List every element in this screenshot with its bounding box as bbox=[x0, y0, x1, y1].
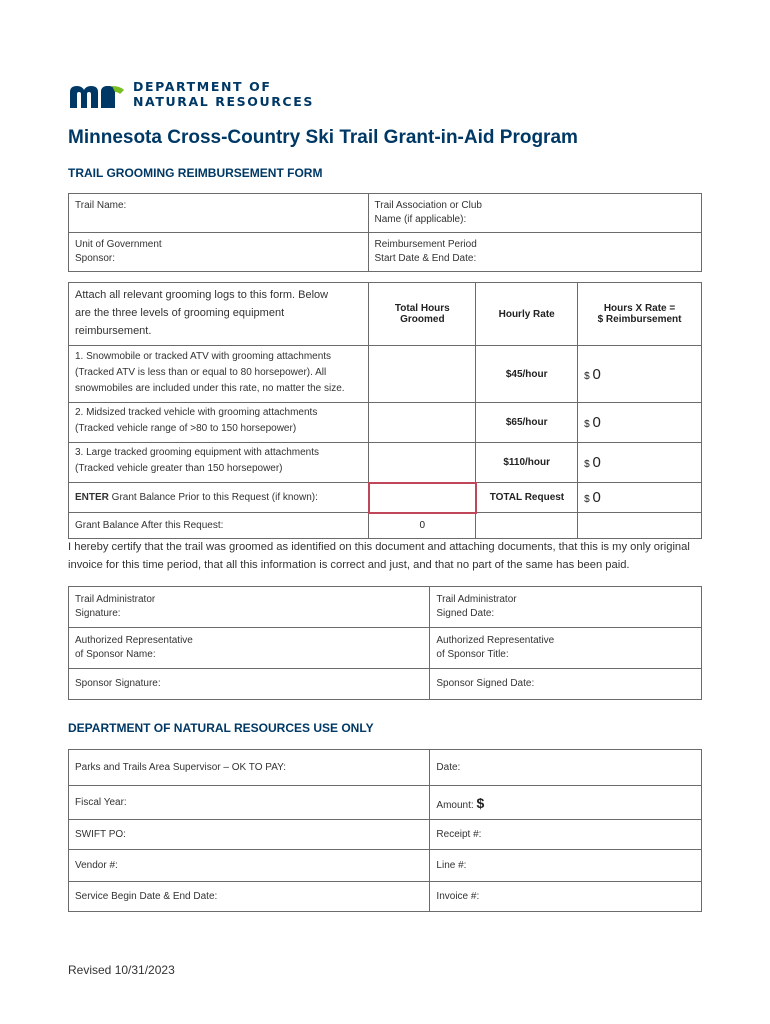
amount-value-2: 0 bbox=[592, 414, 601, 431]
rates-intro bbox=[69, 283, 369, 346]
table-row bbox=[69, 443, 702, 483]
rate-desc-1 bbox=[69, 346, 369, 403]
admin-date-field[interactable] bbox=[430, 587, 702, 628]
empty-cell bbox=[578, 513, 702, 539]
hours-input-3[interactable] bbox=[369, 443, 476, 483]
col-total-hours bbox=[369, 283, 476, 346]
swift-po-field[interactable]: SWIFT PO: bbox=[69, 820, 430, 850]
table-row bbox=[69, 403, 702, 443]
rate-desc-2-l2: (Tracked vehicle range of >80 to 150 horsepower) bbox=[75, 423, 297, 434]
rate-desc-2-l1: 2. Midsized tracked vehicle with grooming attachments bbox=[75, 407, 318, 418]
vendor-field[interactable]: Vendor #: bbox=[69, 850, 430, 882]
amount-1 bbox=[578, 346, 702, 403]
association-label-2: Name (if applicable): bbox=[374, 214, 467, 225]
unit-label-2: Sponsor: bbox=[75, 253, 116, 264]
form-subtitle: TRAIL GROOMING REIMBURSEMENT FORM bbox=[68, 166, 323, 180]
rep-name-field[interactable] bbox=[69, 628, 430, 669]
revision-date: Revised 10/31/2023 bbox=[68, 963, 175, 977]
date-field[interactable]: Date: bbox=[430, 750, 702, 786]
rep-title-l2: of Sponsor Title: bbox=[436, 649, 509, 660]
rep-title-l1: Authorized Representative bbox=[436, 635, 555, 646]
invoice-field[interactable]: Invoice #: bbox=[430, 882, 702, 912]
amount-currency: $ bbox=[476, 794, 485, 811]
rate-desc-3 bbox=[69, 443, 369, 483]
rate-desc-3-l2: (Tracked vehicle greater than 150 horsepower) bbox=[75, 463, 283, 474]
table-row bbox=[69, 346, 702, 403]
amount-value-3: 0 bbox=[592, 454, 601, 471]
supervisor-field[interactable]: Parks and Trails Area Supervisor – OK TO PAY: bbox=[69, 750, 430, 786]
rep-title-field[interactable] bbox=[430, 628, 702, 669]
sponsor-sig-label: Sponsor Signature: bbox=[75, 678, 161, 689]
amount-3 bbox=[578, 443, 702, 483]
prior-balance-input[interactable] bbox=[369, 483, 476, 513]
rate-value-1: $45/hour bbox=[476, 346, 578, 403]
admin-date-l2: Signed Date: bbox=[436, 608, 495, 619]
currency-1: $ bbox=[584, 370, 590, 382]
admin-sig-l2: Signature: bbox=[75, 608, 121, 619]
unit-label-1: Unit of Government bbox=[75, 239, 162, 250]
dnr-use-table bbox=[68, 749, 702, 912]
balance-after-label bbox=[69, 513, 369, 539]
rate-value-3: $110/hour bbox=[476, 443, 578, 483]
org-name-line2: NATURAL RESOURCES bbox=[133, 93, 314, 109]
hours-input-2[interactable] bbox=[369, 403, 476, 443]
prior-balance-label bbox=[69, 483, 369, 513]
admin-signature-field[interactable] bbox=[69, 587, 430, 628]
intro-line-1: Attach all relevant grooming logs to this form. Below bbox=[75, 289, 329, 301]
service-dates-field[interactable]: Service Begin Date & End Date: bbox=[69, 882, 430, 912]
total-currency: $ bbox=[584, 494, 590, 505]
enter-rest: Grant Balance Prior to this Request (if known): bbox=[108, 491, 318, 503]
trail-name-field[interactable] bbox=[69, 194, 369, 233]
association-field[interactable] bbox=[368, 194, 701, 233]
intro-line-3: reimbursement. bbox=[75, 325, 152, 337]
rep-name-l2: of Sponsor Name: bbox=[75, 649, 156, 660]
col-total-line-1: Hours X Rate = bbox=[603, 303, 676, 314]
reimbursement-period-field[interactable] bbox=[368, 233, 701, 272]
line-field[interactable]: Line #: bbox=[430, 850, 702, 882]
amount-2 bbox=[578, 403, 702, 443]
col-hours-line-2: Groomed bbox=[400, 314, 445, 325]
admin-date-l1: Trail Administrator bbox=[436, 594, 517, 605]
amount-label: Amount: bbox=[436, 799, 474, 811]
period-label-1: Reimbursement Period bbox=[374, 239, 477, 250]
period-label-2: Start Date & End Date: bbox=[374, 253, 477, 264]
amount-value-1: 0 bbox=[592, 365, 601, 383]
association-label-1: Trail Association or Club bbox=[374, 200, 482, 211]
empty-cell bbox=[476, 513, 578, 539]
balance-after-text: Grant Balance After this Request: bbox=[75, 519, 224, 531]
receipt-field[interactable]: Receipt #: bbox=[430, 820, 702, 850]
rate-desc-1-l1: 1. Snowmobile or tracked ATV with grooming attachments bbox=[75, 351, 332, 362]
currency-2: $ bbox=[584, 419, 590, 430]
org-name-line1: DEPARTMENT OF bbox=[133, 79, 272, 94]
unit-sponsor-field[interactable] bbox=[69, 233, 369, 272]
dnr-section-title: DEPARTMENT OF NATURAL RESOURCES USE ONLY bbox=[68, 721, 374, 735]
certification-statement: I hereby certify that the trail was groomed as identified on this document and attaching documents, that this is my only original invoice for this time period, that all this information is correct and just, and that no part of the same has been paid. bbox=[68, 541, 690, 571]
enter-bold: ENTER bbox=[75, 491, 109, 503]
col-reimbursement bbox=[578, 283, 702, 346]
admin-sig-l1: Trail Administrator bbox=[75, 594, 156, 605]
balance-after-value: 0 bbox=[369, 513, 476, 539]
col-hours-line-1: Total Hours bbox=[394, 303, 450, 314]
trail-info-table bbox=[68, 193, 702, 272]
rate-desc-1-l3: snowmobiles are included under this rate, no matter the size. bbox=[75, 383, 345, 394]
rep-name-l1: Authorized Representative bbox=[75, 635, 193, 646]
total-request-amount bbox=[578, 483, 702, 513]
hours-input-1[interactable] bbox=[369, 346, 476, 403]
intro-line-2: are the three levels of grooming equipment bbox=[75, 307, 285, 319]
sponsor-date-label: Sponsor Signed Date: bbox=[436, 678, 535, 689]
amount-field[interactable] bbox=[430, 786, 702, 820]
trail-name-label: Trail Name: bbox=[75, 200, 127, 211]
signature-table bbox=[68, 586, 702, 700]
sponsor-date-field[interactable] bbox=[430, 669, 702, 700]
rate-desc-1-l2: (Tracked ATV is less than or equal to 80 horsepower). All bbox=[75, 367, 327, 378]
page-title: Minnesota Cross-Country Ski Trail Grant-in-Aid Program bbox=[68, 127, 578, 148]
sponsor-signature-field[interactable] bbox=[69, 669, 430, 700]
total-request-label: TOTAL Request bbox=[476, 483, 578, 513]
col-hourly-rate: Hourly Rate bbox=[476, 283, 578, 346]
rate-desc-2 bbox=[69, 403, 369, 443]
rate-desc-3-l1: 3. Large tracked grooming equipment with attachments bbox=[75, 447, 320, 458]
fiscal-year-field[interactable]: Fiscal Year: bbox=[69, 786, 430, 820]
rate-value-2: $65/hour bbox=[476, 403, 578, 443]
total-amount-value: 0 bbox=[592, 489, 601, 506]
org-name bbox=[133, 80, 314, 109]
currency-3: $ bbox=[584, 459, 590, 470]
col-total-line-2: $ Reimbursement bbox=[597, 314, 682, 325]
grooming-rates-table bbox=[68, 282, 702, 539]
